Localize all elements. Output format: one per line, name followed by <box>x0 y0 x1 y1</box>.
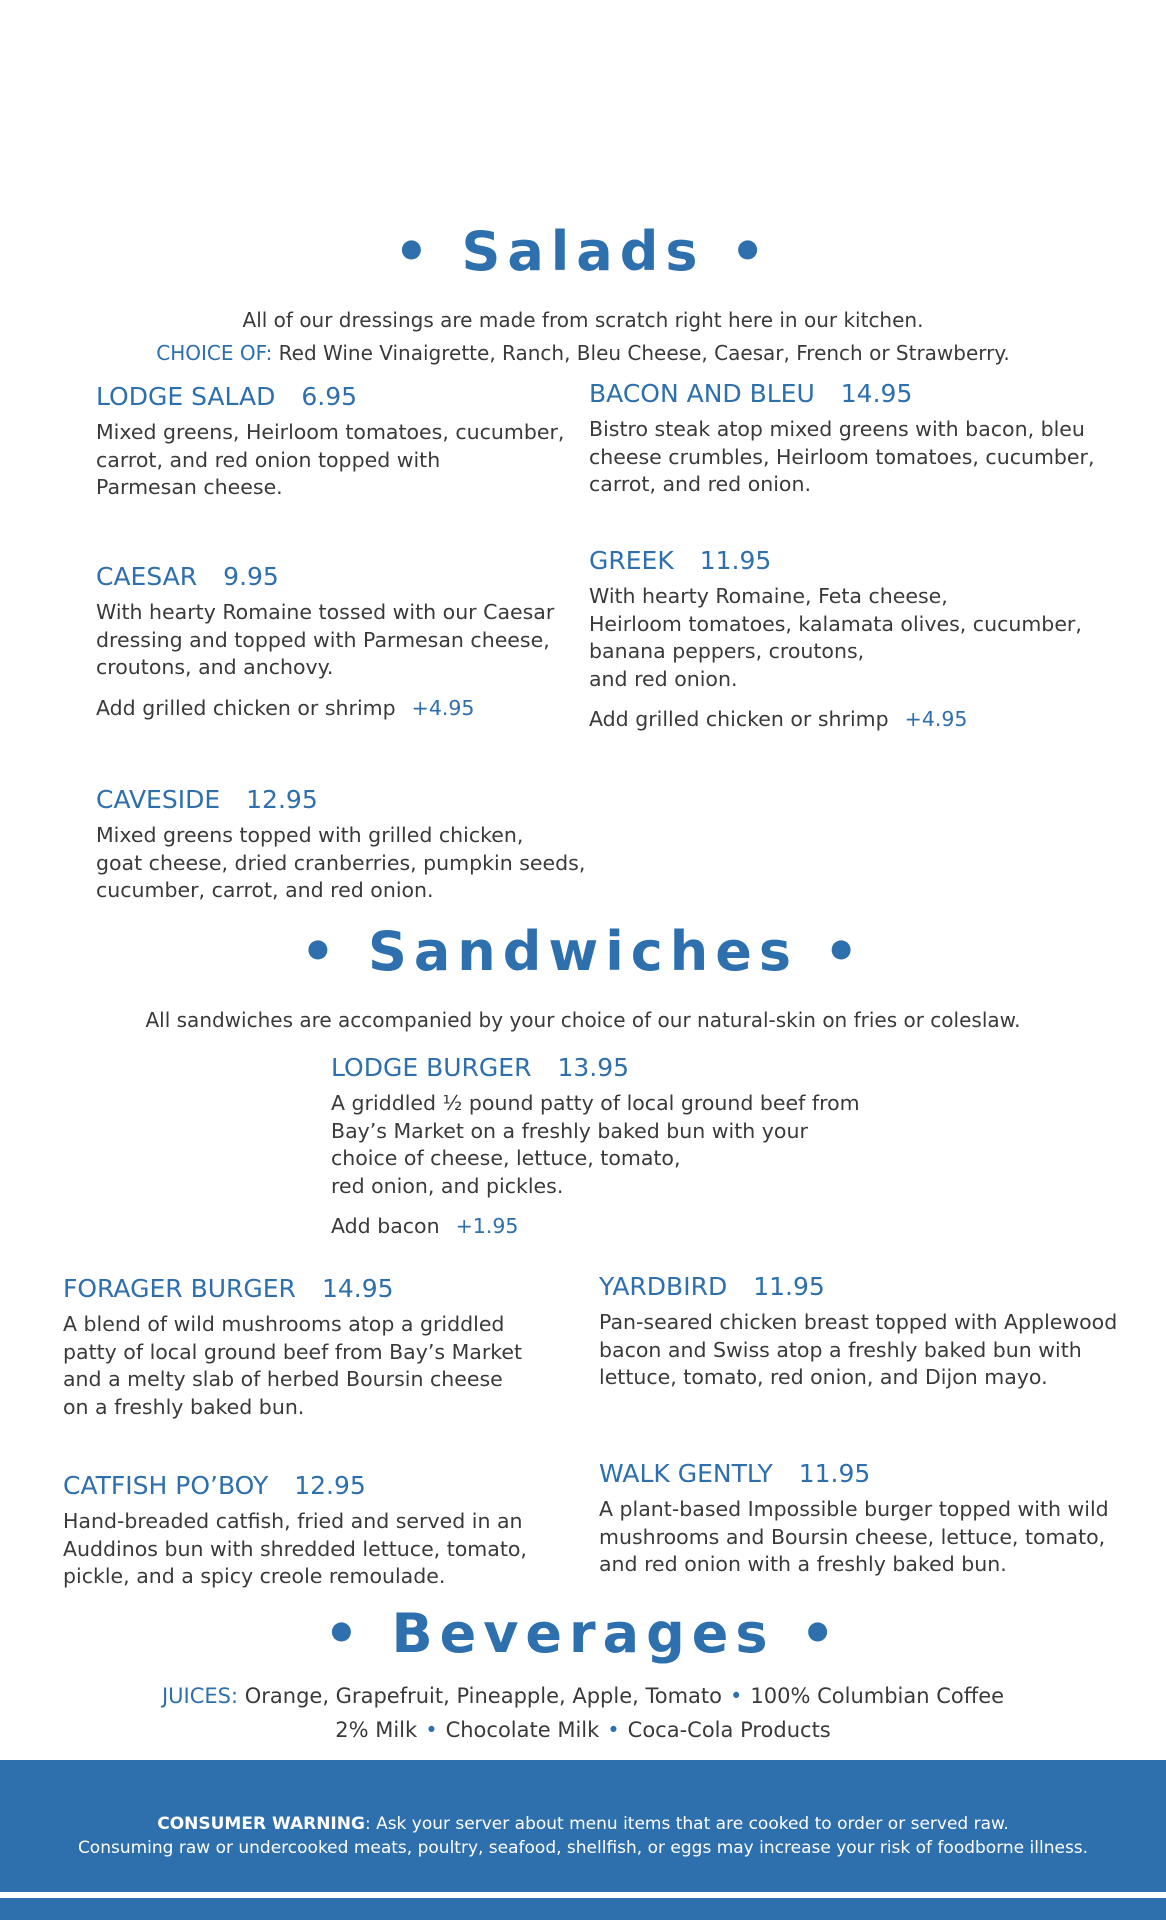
item-name: LODGE SALAD <box>96 382 276 411</box>
item-description <box>599 1309 1117 1392</box>
beverages-heading: • Beverages • <box>324 1602 842 1665</box>
desc-line: Heirloom tomatoes, kalamata olives, cucumber, <box>589 611 1082 636</box>
item-price: 14.95 <box>321 1274 394 1303</box>
item-name: YARDBIRD <box>599 1272 728 1301</box>
menu-item-walk-gently <box>599 1459 1109 1579</box>
item-price: 6.95 <box>301 382 358 411</box>
coca-cola-text: Coca-Cola Products <box>627 1718 831 1742</box>
addon-price: +1.95 <box>455 1214 519 1238</box>
item-name: CAESAR <box>96 562 198 591</box>
salads-heading: • Salads • <box>394 220 772 283</box>
item-price: 11.95 <box>699 546 772 575</box>
desc-line: pickle, and a spicy creole remoulade. <box>63 1564 446 1588</box>
juices-text: Orange, Grapefruit, Pineapple, Apple, Tomato <box>238 1684 722 1708</box>
item-title <box>63 1274 522 1303</box>
coffee-text: 100% Columbian Coffee <box>750 1684 1005 1708</box>
chocolate-milk-text: Chocolate Milk <box>445 1718 600 1742</box>
desc-line: Parmesan cheese. <box>96 475 283 499</box>
desc-line: carrot, and red onion. <box>589 472 811 496</box>
desc-line: goat cheese, dried cranberries, pumpkin seeds, <box>96 850 586 875</box>
sandwiches-intro: All sandwiches are accompanied by your choice of our natural-skin on fries or coleslaw. <box>145 1008 1021 1032</box>
choice-label: CHOICE OF: <box>156 341 273 365</box>
desc-line: A blend of wild mushrooms atop a griddled <box>63 1312 505 1336</box>
item-description <box>96 419 564 502</box>
item-description <box>96 822 585 905</box>
item-price: 14.95 <box>840 379 913 408</box>
desc-line: on a freshly baked bun. <box>63 1394 305 1419</box>
item-addon <box>331 1214 860 1238</box>
sandwiches-heading: • Sandwiches • <box>300 920 866 983</box>
desc-line: lettuce, tomato, red onion, and Dijon mayo. <box>599 1365 1048 1389</box>
menu-item-lodge-salad <box>96 382 564 502</box>
bullet-separator: • <box>730 1684 743 1708</box>
addon-label: Add grilled chicken or shrimp <box>96 695 396 720</box>
menu-item-catfish-poboy <box>63 1471 527 1591</box>
milk-text: 2% Milk <box>335 1718 418 1742</box>
bullet-separator: • <box>607 1718 620 1742</box>
item-description <box>331 1090 860 1200</box>
item-description <box>589 583 1082 693</box>
desc-line: Pan-seared chicken breast topped with Applewood <box>599 1310 1118 1334</box>
warning-text: : Ask your server about menu items that are cooked to order or served raw. <box>364 1814 1009 1834</box>
item-description <box>589 416 1095 499</box>
desc-line: With hearty Romaine tossed with our Caesar <box>96 600 555 624</box>
dressing-choices <box>0 341 1166 365</box>
desc-line: banana peppers, croutons, <box>589 639 865 663</box>
item-title <box>589 546 1082 575</box>
item-price: 11.95 <box>753 1272 825 1301</box>
desc-line: bacon and Swiss atop a freshly baked bun with <box>599 1337 1082 1362</box>
bullet-separator: • <box>425 1718 438 1742</box>
desc-line: and red onion with a freshly baked bun. <box>599 1552 1007 1576</box>
item-price: 13.95 <box>557 1053 630 1082</box>
desc-line: and red onion. <box>589 666 738 691</box>
menu-item-lodge-burger <box>331 1053 860 1238</box>
item-title <box>589 379 1095 408</box>
beverages-line-2 <box>0 1718 1166 1742</box>
desc-line: Bistro steak atop mixed greens with bacon, bleu <box>589 417 1085 441</box>
warning-line-2: Consuming raw or undercooked meats, poultry, seafood, shellfish, or eggs may increase your risk of foodborne illness. <box>77 1838 1089 1858</box>
desc-line: mushrooms and Boursin cheese, lettuce, tomato, <box>599 1524 1106 1549</box>
menu-item-caveside <box>96 785 585 905</box>
item-addon <box>96 696 554 720</box>
item-price: 11.95 <box>798 1459 871 1488</box>
desc-line: patty of local ground beef from Bay’s Market <box>63 1339 523 1364</box>
beverages-line-1 <box>0 1684 1166 1708</box>
menu-item-bacon-and-bleu <box>589 379 1095 499</box>
item-description <box>63 1311 522 1421</box>
item-title <box>96 785 585 814</box>
desc-line: croutons, and anchovy. <box>96 655 334 679</box>
item-name: CATFISH PO’BOY <box>63 1471 269 1500</box>
warning-line-1 <box>0 1814 1166 1834</box>
desc-line: cheese crumbles, Heirloom tomatoes, cucumber, <box>589 444 1095 469</box>
desc-line: cucumber, carrot, and red onion. <box>96 878 434 902</box>
desc-line: red onion, and pickles. <box>331 1173 564 1198</box>
item-price: 12.95 <box>246 785 318 814</box>
item-title <box>63 1471 527 1500</box>
menu-item-greek <box>589 546 1082 731</box>
item-title <box>96 382 564 411</box>
desc-line: carrot, and red onion topped with <box>96 447 441 472</box>
item-description <box>599 1496 1109 1579</box>
desc-line: Hand-breaded catfish, fried and served in an <box>63 1509 523 1533</box>
warning-label: CONSUMER WARNING <box>157 1814 365 1834</box>
item-addon <box>589 707 1082 731</box>
item-name: WALK GENTLY <box>599 1459 773 1488</box>
item-title <box>331 1053 860 1082</box>
desc-line: A plant-based Impossible burger topped with wild <box>599 1497 1109 1521</box>
item-name: FORAGER BURGER <box>63 1274 296 1303</box>
addon-price: +4.95 <box>411 695 475 720</box>
item-name: GREEK <box>589 546 674 575</box>
desc-line: Bay’s Market on a freshly baked bun with your <box>331 1118 808 1143</box>
desc-line: dressing and topped with Parmesan cheese, <box>96 627 550 652</box>
addon-price: +4.95 <box>904 707 968 731</box>
addon-label: Add grilled chicken or shrimp <box>589 707 889 731</box>
footer-bottom-strip <box>0 1898 1166 1920</box>
desc-line: and a melty slab of herbed Boursin cheese <box>63 1367 503 1391</box>
desc-line: With hearty Romaine, Feta cheese, <box>589 584 948 608</box>
item-title <box>599 1272 1117 1301</box>
desc-line: Mixed greens, Heirloom tomatoes, cucumber, <box>96 420 565 444</box>
salads-intro: All of our dressings are made from scratch right here in our kitchen. <box>242 308 924 332</box>
item-description <box>96 599 554 682</box>
item-name: LODGE BURGER <box>331 1053 532 1082</box>
item-price: 9.95 <box>223 562 279 591</box>
desc-line: A griddled ½ pound patty of local ground beef from <box>331 1091 860 1115</box>
desc-line: Mixed greens topped with grilled chicken, <box>96 823 524 847</box>
menu-item-yardbird <box>599 1272 1117 1392</box>
addon-label: Add bacon <box>331 1214 440 1238</box>
item-name: BACON AND BLEU <box>589 379 815 408</box>
desc-line: choice of cheese, lettuce, tomato, <box>331 1146 681 1170</box>
juices-label: JUICES: <box>161 1684 239 1708</box>
desc-line: Auddinos bun with shredded lettuce, tomato, <box>63 1536 527 1561</box>
consumer-warning-banner <box>0 1760 1166 1892</box>
item-price: 12.95 <box>294 1471 366 1500</box>
menu-item-caesar <box>96 562 554 720</box>
item-description <box>63 1508 527 1591</box>
item-title <box>599 1459 1109 1488</box>
menu-item-forager-burger <box>63 1274 522 1421</box>
item-name: CAVESIDE <box>96 785 221 814</box>
item-title <box>96 562 554 591</box>
choice-text: Red Wine Vinaigrette, Ranch, Bleu Cheese, Caesar, French or Strawberry. <box>272 341 1010 365</box>
